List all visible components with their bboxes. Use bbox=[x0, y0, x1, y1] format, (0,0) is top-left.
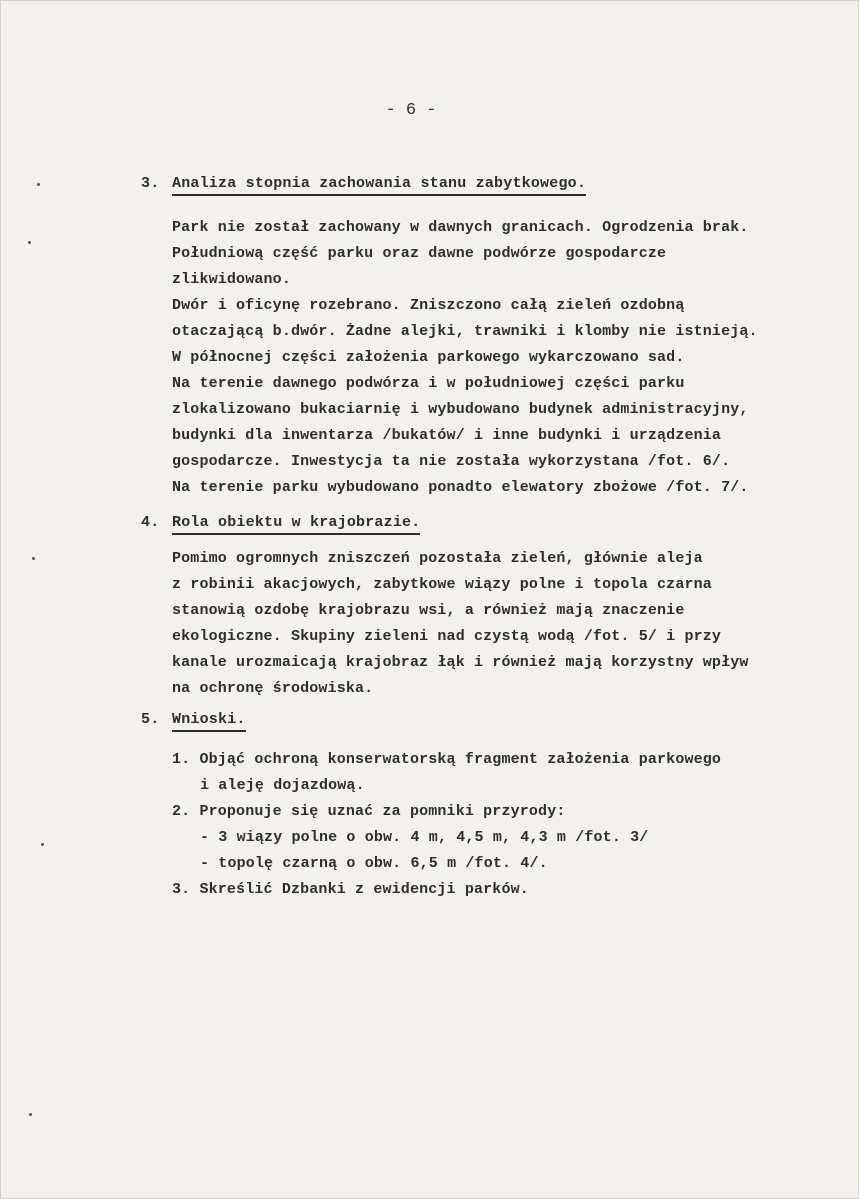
text-line: stanowią ozdobę krajobrazu wsi, a również mają znaczenie bbox=[172, 602, 685, 619]
list-item: 3. Skreślić Dzbanki z ewidencji parków. bbox=[172, 881, 529, 898]
paper-speck bbox=[29, 1113, 32, 1116]
section-3 bbox=[141, 175, 831, 501]
text-line: gospodarcze. Inwestycja ta nie została wykorzystana /fot. 6/. bbox=[172, 453, 731, 470]
text-line: Pomimo ogromnych zniszczeń pozostała zieleń, głównie aleja bbox=[172, 550, 703, 567]
list-item: 2. Proponuje się uznać za pomniki przyrody: bbox=[172, 803, 566, 820]
text-line: zlokalizowano bukaciarnię i wybudowano budynek administracyjny, bbox=[172, 401, 749, 418]
text-line: budynki dla inwentarza /bukatów/ i inne budynki i urządzenia bbox=[172, 427, 722, 444]
page-number: - 6 - bbox=[385, 101, 437, 120]
section-4-heading bbox=[141, 514, 831, 542]
text-line: Na terenie parku wybudowano ponadto elewatory zbożowe /fot. 7/. bbox=[172, 479, 749, 496]
sub-list-item: - 3 wiązy polne o obw. 4 m, 4,5 m, 4,3 m /fot. 3/ bbox=[200, 829, 649, 846]
text-line: W północnej części założenia parkowego wykarczowano sad. bbox=[172, 349, 685, 366]
text-line: otaczającą b.dwór. Żadne alejki, trawniki i klomby nie istnieją. bbox=[172, 323, 758, 340]
text-line: Na terenie dawnego podwórza i w południowej części parku bbox=[172, 375, 685, 392]
text-line: na ochronę środowiska. bbox=[172, 680, 374, 697]
text-line: ekologiczne. Skupiny zieleni nad czystą wodą /fot. 5/ i przy bbox=[172, 628, 722, 645]
paper-speck bbox=[37, 183, 40, 186]
paper-speck bbox=[32, 557, 35, 560]
section-3-number: 3. bbox=[141, 175, 160, 192]
text-line: Dwór i oficynę rozebrano. Zniszczono całą zieleń ozdobną bbox=[172, 297, 685, 314]
section-5 bbox=[141, 711, 831, 903]
section-3-title: Analiza stopnia zachowania stanu zabytkowego. bbox=[172, 175, 586, 196]
text-line: zlikwidowano. bbox=[172, 271, 291, 288]
paper-speck bbox=[28, 241, 31, 244]
text-line: Południową część parku oraz dawne podwórze gospodarcze bbox=[172, 245, 667, 262]
section-4-number: 4. bbox=[141, 514, 160, 531]
section-4 bbox=[141, 514, 831, 702]
text-line: kanale urozmaicają krajobraz łąk i również mają korzystny wpływ bbox=[172, 654, 749, 671]
text-line: Park nie został zachowany w dawnych granicach. Ogrodzenia brak. bbox=[172, 219, 749, 236]
list-item: 1. Objąć ochroną konserwatorską fragment założenia parkowego bbox=[172, 751, 722, 768]
section-3-body bbox=[141, 215, 831, 501]
section-5-title: Wnioski. bbox=[172, 711, 246, 732]
section-5-number: 5. bbox=[141, 711, 160, 728]
section-3-heading bbox=[141, 175, 831, 203]
text-line: z robinii akacjowych, zabytkowe wiązy polne i topola czarna bbox=[172, 576, 712, 593]
sub-list-item: - topolę czarną o obw. 6,5 m /fot. 4/. bbox=[200, 855, 548, 872]
section-5-body bbox=[141, 747, 831, 903]
section-4-body bbox=[141, 546, 831, 702]
section-4-title: Rola obiektu w krajobrazie. bbox=[172, 514, 420, 535]
list-item-continuation: i aleję dojazdową. bbox=[200, 777, 365, 794]
section-5-heading bbox=[141, 711, 831, 739]
paper-speck bbox=[41, 843, 44, 846]
